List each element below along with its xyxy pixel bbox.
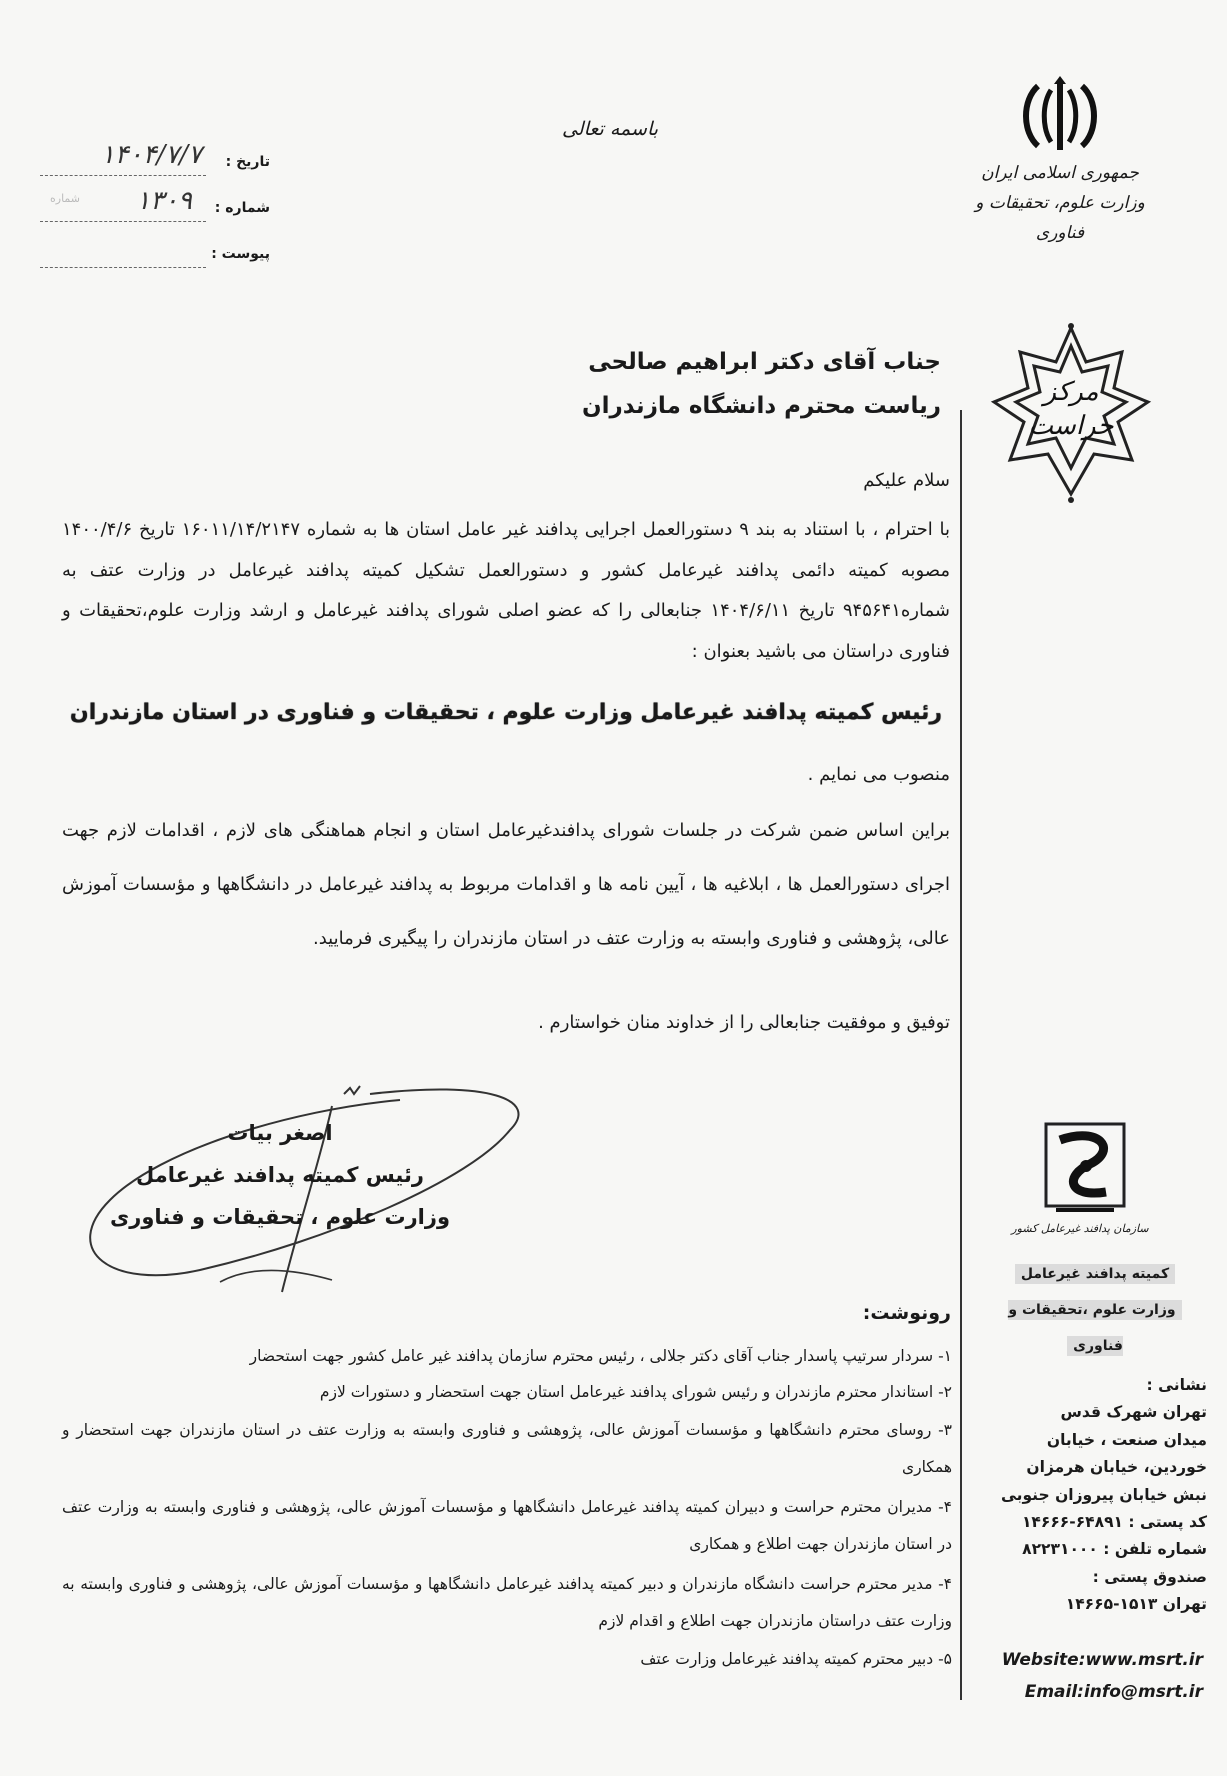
cc-item: ۵- دبیر محترم کمیته پدافند غیرعامل وزارت عتف [640,1650,952,1668]
address-block [967,1372,1207,1619]
address-line: تهران شهرک قدس [1060,1403,1207,1422]
address-line: خوردین، خیابان هرمزان [1026,1458,1207,1477]
cc-list [62,1340,952,1679]
herasat-center-logo [986,322,1156,504]
appointment-line: منصوب می نمایم . [807,764,950,785]
attachment-row [40,242,270,272]
date-row [40,140,270,180]
number-label: شماره : [214,200,270,216]
body-paragraph-1: با احترام ، با استناد به بند ۹ دستورالعمل اجرایی پدافند غیر عامل استان ها به شماره ۱۶۰۱۱/۱۴/۲۱۴۷ تاریخ ۱۴۰۰/۴/۶ مصوبه کمیته دائمی پدافند غیرعامل کشور و دستورالعمل تشکیل کمیته پدافند غیرعامل در وزارت عتف به شماره۹۴۵۶۴۱ تاریخ ۱۴۰۴/۶/۱۱ جنابعالی را که عضو اصلی شورای پدافند غیرعامل و ارشد وزارت علوم،تحقیقات و فناوری دراستان می باشید بعنوان : [62,519,951,662]
republic-name: جمهوری اسلامی ایران [981,163,1139,183]
signatory-role: رئیس کمیته پدافند غیرعامل [136,1163,424,1187]
cc-title: رونوشت: [862,1302,951,1324]
number-row [40,186,270,226]
cc-item: ۴- مدیران محترم حراست و دبیران کمیته پدافند غیرعامل دانشگاهها و مؤسسات آموزش عالی، پژوهشی و فناوری وابسته به وزارت عتف در استان مازندران جهت اطلاع و همکاری [62,1498,952,1553]
address-line: میدان صنعت ، خیابان [1046,1430,1207,1449]
cc-item: ۳- روسای محترم دانشگاهها و مؤسسات آموزش عالی، پژوهشی و فناوری وابسته به وزارت عتف در استان مازندران جهت استحضار و همکاری [62,1421,952,1476]
vertical-divider [960,410,962,1700]
body-paragraph-2: براین اساس ضمن شرکت در جلسات شورای پدافندغیرعامل استان و انجام هماهنگی های لازم ، اقدامات لازم جهت اجرای دستورالعمل ها ، ابلاغیه ها ، آیین نامه ها و اقدامات مربوط به پدافند غیرعامل در دانشگاهها و مؤسسات آموزش عالی، پژوهشی و فناوری وابسته به وزارت عتف در استان مازندران را پیگیری فرمایید. [62,820,950,949]
basmala: باسمه تعالی [561,118,659,140]
committee-line-2: وزارت علوم ،تحقیقات و فناوری [1008,1300,1181,1356]
address-label: نشانی : [1146,1376,1207,1394]
ministry-name: وزارت علوم، تحقیقات و فناوری [975,193,1145,243]
phone-number: شماره تلفن : ۸۲۲۳۱۰۰۰ [1022,1540,1207,1559]
attachment-label: پیوست : [211,246,270,262]
committee-line-1: کمیته پدافند غیرعامل [1015,1264,1175,1284]
signatory-org: وزارت علوم ، تحقیقات و فناوری [110,1205,450,1229]
date-value: ۱۴۰۴/۷/۷ [100,140,202,170]
ministry-header [950,158,1170,248]
closing-line: توفیق و موفقیت جنابعالی را از خداوند منان خواستارم . [538,1012,950,1033]
cc-item: ۴- مدیر محترم حراست دانشگاه مازندران و دبیر کمیته پدافند غیرعامل دانشگاهها و مؤسسات آموزش عالی، پژوهشی و فناوری وابسته به وزارت عتف دراستان مازندران جهت اطلاع و اقدام لازم [62,1575,952,1630]
cc-item: ۲- استاندار محترم مازندران و رئیس شورای پدافند غیرعامل استان جهت استحضار و دستورات لازم [319,1383,952,1401]
salutation: سلام علیکم [863,470,950,491]
address-line: نبش خیابان پیروزان جنوبی [1000,1485,1207,1504]
number-stamp: شماره [50,192,81,205]
herasat-logo-line1: مرکز [1043,377,1099,407]
signature-block [110,1112,450,1238]
website-link[interactable]: Website:www.msrt.ir [1001,1650,1203,1670]
number-value: ۱۳۰۹ [136,186,192,216]
addressee-block [582,340,941,428]
email-link[interactable]: Email:info@msrt.ir [1024,1682,1203,1702]
appointment-title: رئیس کمیته پدافند غیرعامل وزارت علوم ، تحقیقات و فناوری در استان مازندران [69,700,943,725]
pobox-label: صندوق پستی : [1092,1567,1207,1586]
postal-code: کد پستی : ۶۴۸۹۱-۱۴۶۶۶ [1021,1513,1207,1532]
signatory-name: اصغر بیات [227,1121,333,1145]
cc-item: ۱- سردار سرتیپ پاسدار جناب آقای دکتر جلالی ، رئیس محترم سازمان پدافند غیر عامل کشور جهت استحضار [249,1347,952,1365]
passive-defense-logo-icon [1040,1120,1130,1220]
addressee-name: جناب آقای دکتر ابراهیم صالحی [588,349,941,375]
org-caption: سازمان پدافند غیرعامل کشور [1011,1222,1149,1235]
date-underline [40,175,206,176]
date-label: تاریخ : [225,154,270,170]
committee-block [990,1256,1200,1364]
addressee-title: ریاست محترم دانشگاه مازندران [582,393,941,419]
pobox-value: تهران ۱۵۱۳-۱۴۶۶۵ [1065,1595,1207,1614]
iran-emblem-icon [1018,74,1102,158]
herasat-logo-line2: حراست [1028,411,1114,441]
attachment-underline [40,267,206,268]
number-underline [40,221,206,222]
